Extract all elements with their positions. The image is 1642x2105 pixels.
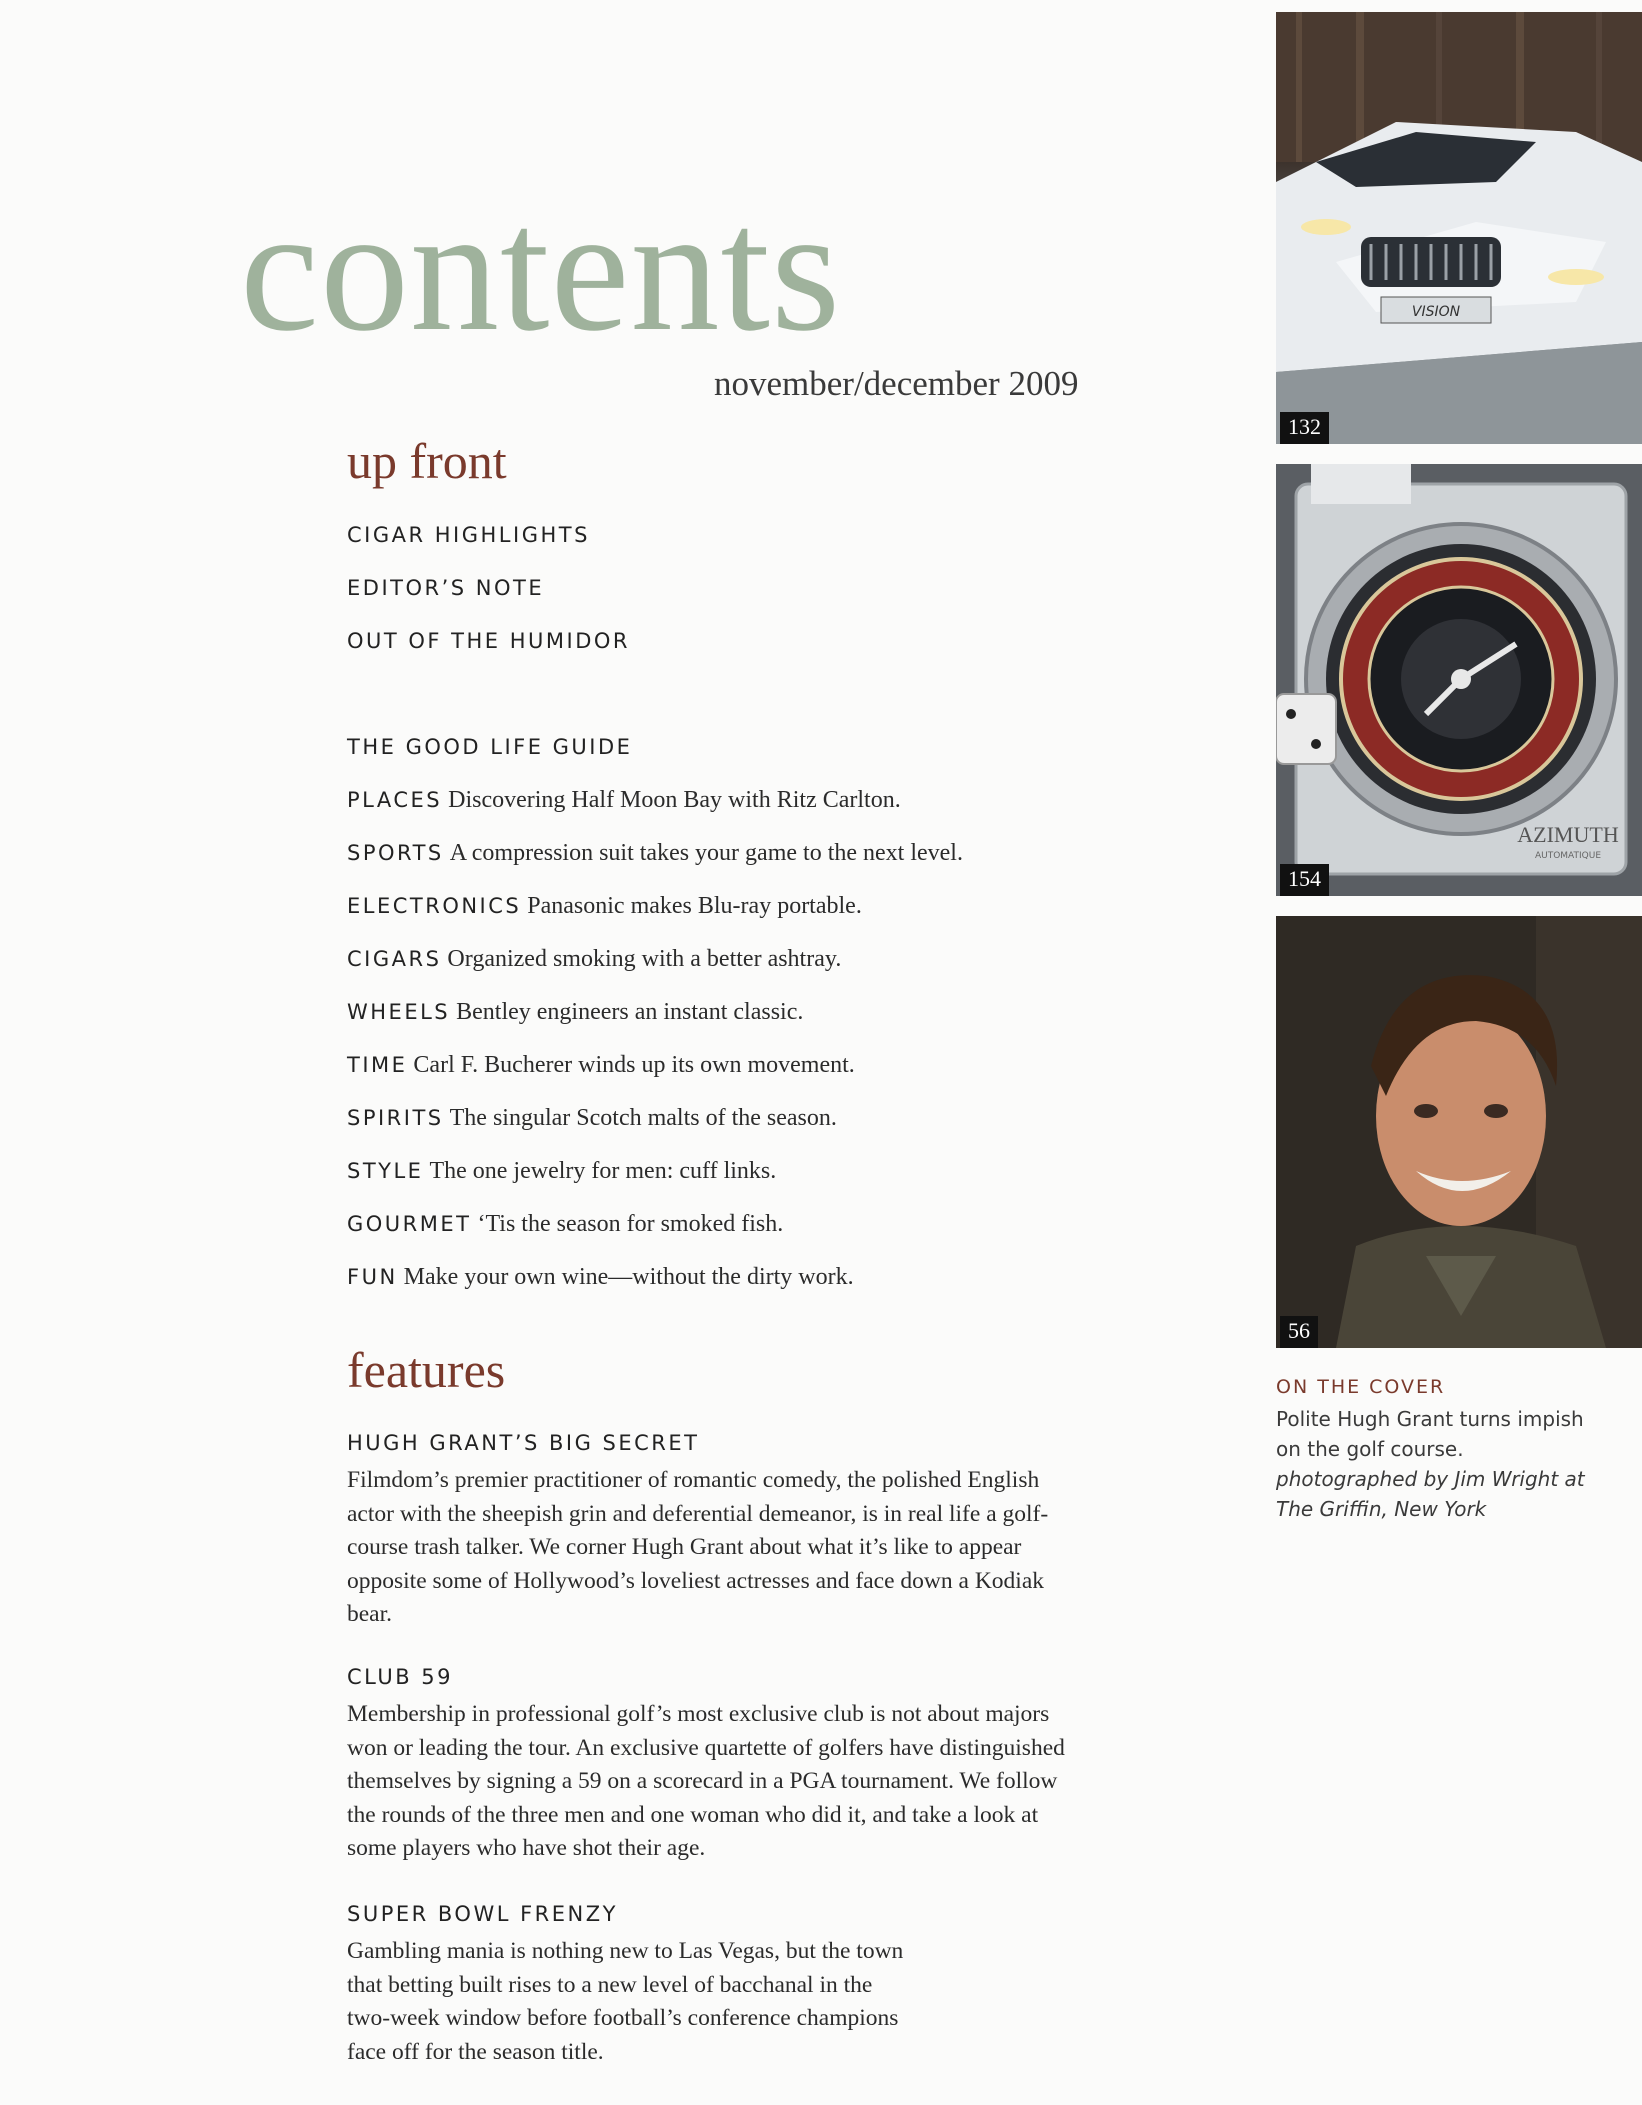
watch-brand: AZIMUTH — [1517, 822, 1619, 847]
toc-row — [0, 1260, 1250, 1304]
toc-row — [0, 836, 1250, 880]
toc-row — [0, 995, 1250, 1039]
toc-entry-title: GOURMET — [347, 1212, 472, 1236]
toc-entry-title: EDITOR’S NOTE — [347, 576, 545, 600]
toc-entry-description: Make your own wine—without the dirty work. — [403, 1264, 854, 1290]
toc-row — [0, 518, 1250, 562]
cover-caption: Polite Hugh Grant turns impish on the golf course. — [1276, 1407, 1584, 1461]
toc-entry-title: TIME — [347, 1053, 408, 1077]
toc-entry-title: PLACES — [347, 788, 443, 812]
watch-brand-sub: AUTOMATIQUE — [1534, 851, 1602, 861]
car-badge-text: VISION — [1411, 304, 1461, 320]
feature-entry — [347, 1901, 624, 1928]
toc-entry-title: FUN — [347, 1265, 398, 1289]
toc-entry-description: A compression suit takes your game to the next level. — [449, 840, 963, 866]
photo-page-badge: 132 — [1280, 412, 1329, 444]
photo-page-badge: 56 — [1280, 1316, 1318, 1348]
feature-description: Membership in professional golf’s most exclusive club is not about majors won or leading the tour. An exclusive quartette of golfers have distinguished themselves by signing a 59 on a scorecard in a PGA tournament. We follow the rounds of the three men and one woman who did it, and take a look at some players who have shot their age. — [347, 1701, 1065, 1861]
toc-entry-description: Discovering Half Moon Bay with Ritz Carlton. — [448, 787, 901, 813]
portrait-photo — [1276, 916, 1642, 1348]
toc-entry — [347, 1052, 855, 1079]
photo-page-badge: 154 — [1280, 864, 1329, 896]
toc-row — [0, 783, 1250, 827]
toc-entry-description: The singular Scotch malts of the season. — [449, 1105, 837, 1131]
watch-illustration — [1276, 464, 1642, 896]
toc-entry — [347, 1105, 837, 1132]
toc-entry-title: STYLE — [347, 1159, 424, 1183]
toc-entry-title: SPORTS — [347, 841, 444, 865]
toc-entry — [347, 946, 841, 973]
toc-entry-description: Organized smoking with a better ashtray. — [447, 946, 842, 972]
toc-row — [0, 1101, 1250, 1145]
toc-entry — [347, 787, 901, 814]
toc-row — [0, 889, 1250, 933]
toc-entry — [347, 628, 636, 655]
toc-entry — [347, 1211, 783, 1238]
toc-entry-title: CIGARS — [347, 947, 442, 971]
car-photo — [1276, 12, 1642, 444]
toc-entry-title: CIGAR HIGHLIGHTS — [347, 523, 590, 547]
feature-entry — [347, 1664, 459, 1691]
feature-description: Filmdom’s premier practitioner of romantic comedy, the polished English actor with the sheepish grin and deferential demeanor, is in real life a golf-course trash talker. We corner Hugh Grant about what it’s like to appear opposite some of Hollywood’s loveliest actresses and face down a Kodiak bear. — [347, 1467, 1049, 1627]
on-the-cover-label: ON THE COVER — [1276, 1376, 1446, 1398]
issue-date: november/december 2009 — [714, 364, 1079, 403]
car-illustration — [1276, 12, 1642, 444]
cover-photo-credit: photographed by Jim Wright at The Griffin, New York — [1276, 1467, 1585, 1521]
toc-row — [0, 624, 1250, 668]
watch-photo — [1276, 464, 1642, 896]
toc-entry — [347, 522, 596, 549]
toc-entry — [347, 893, 862, 920]
section-heading-features: features — [347, 1342, 506, 1398]
feature-title: HUGH GRANT’S BIG SECRET — [347, 1431, 700, 1455]
toc-entry-title: SPIRITS — [347, 1106, 444, 1130]
toc-entry — [347, 575, 550, 602]
toc-row — [0, 1207, 1250, 1251]
feature-entry — [347, 1430, 706, 1457]
toc-row — [0, 1048, 1250, 1092]
toc-entry-title: ELECTRONICS — [347, 894, 522, 918]
feature-description: Gambling mania is nothing new to Las Vegas, but the town that betting built rises to a new level of bacchanal in the two-week window before football’s conference champions face off for the season title. — [347, 1938, 904, 2065]
toc-row — [0, 571, 1250, 615]
toc-entry-description: The one jewelry for men: cuff links. — [429, 1158, 777, 1184]
toc-entry — [347, 999, 803, 1026]
section-heading-up-front: up front — [347, 433, 507, 489]
toc-entry-title: THE GOOD LIFE GUIDE — [347, 735, 633, 759]
toc-entry-title: OUT OF THE HUMIDOR — [347, 629, 631, 653]
toc-entry — [347, 1158, 776, 1185]
toc-entry-title: WHEELS — [347, 1000, 451, 1024]
toc-entry-description: Carl F. Bucherer winds up its own movement. — [413, 1052, 855, 1078]
feature-title: CLUB 59 — [347, 1665, 453, 1689]
feature-title: SUPER BOWL FRENZY — [347, 1902, 618, 1926]
toc-entry-description: ‘Tis the season for smoked fish. — [477, 1211, 784, 1237]
toc-entry-description: Bentley engineers an instant classic. — [456, 999, 804, 1025]
contents-title: contents — [240, 170, 842, 368]
toc-entry — [347, 840, 963, 867]
toc-row — [0, 942, 1250, 986]
toc-row — [0, 730, 1250, 774]
toc-entry — [347, 1264, 854, 1291]
toc-entry — [347, 734, 638, 761]
toc-row — [0, 1154, 1250, 1198]
toc-entry-description: Panasonic makes Blu-ray portable. — [527, 893, 862, 919]
portrait-illustration — [1276, 916, 1642, 1348]
